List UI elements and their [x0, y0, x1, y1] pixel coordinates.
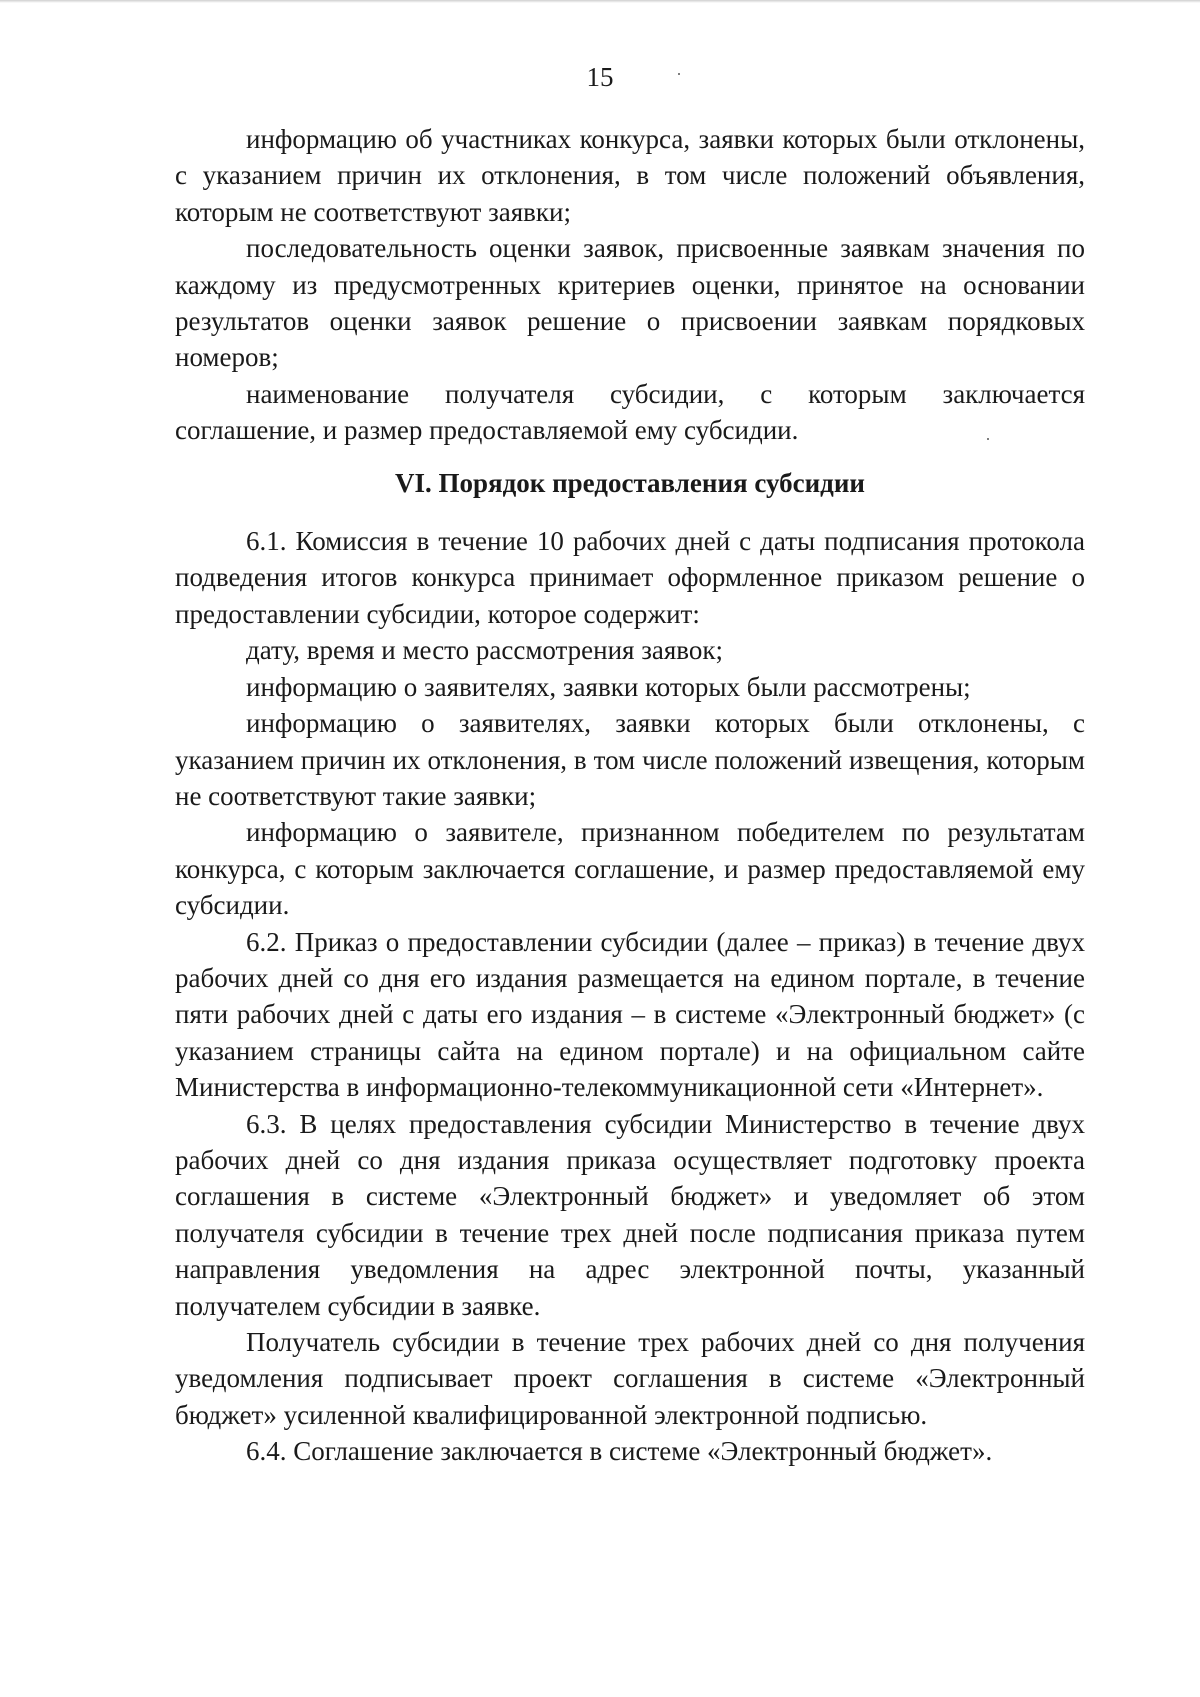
page-number: 15	[586, 62, 614, 92]
scan-top-edge	[0, 0, 1200, 3]
paragraph: 6.4. Соглашение заключается в системе «Электронный бюджет».	[246, 1436, 993, 1467]
paragraph: информацию об участниках конкурса, заявки которых были отклонены, с указанием причин их отклонения, в том числе положений объявления, которым не соответствуют заявки;	[175, 124, 1085, 227]
document-body	[175, 121, 1085, 1470]
paragraph: 6.3. В целях предоставления субсидии Министерство в течение двух рабочих дней со дня издания приказа осуществляет подготовку проекта соглашения в системе «Электронный бюджет» и уведомляет об этом получателя субсидии в течение трех дней после подписания приказа путем направления уведомления на адрес электронной почты, указанный получателем субсидии в заявке.	[175, 1108, 1085, 1321]
paragraph: информацию о заявителях, заявки которых были рассмотрены;	[246, 671, 971, 702]
paragraph: дату, время и место рассмотрения заявок;	[246, 635, 723, 666]
paragraph: информацию о заявителе, признанном победителем по результатам конкурса, с которым заключается соглашение, и размер предоставляемой ему субсидии.	[175, 817, 1085, 921]
paragraph: 6.2. Приказ о предоставлении субсидии (далее – приказ) в течение двух рабочих дней со дня его издания размещается на едином портале, в течение пяти рабочих дней с даты его издания – в системе «Электронный бюджет» (с указанием страницы сайта на едином портале) и на официальном сайте Министерства в информационно-телекоммуникационной сети «Интернет».	[175, 926, 1085, 1103]
paragraph: наименование получателя субсидии, с которым заключается соглашение, и размер предоставляемой ему субсидии.	[175, 378, 1085, 446]
paragraph: Получатель субсидии в течение трех рабочих дней со дня получения уведомления подписывает проект соглашения в системе «Электронный бюджет» усиленной квалифицированной электронной подписью.	[175, 1327, 1085, 1430]
paragraph: информацию о заявителях, заявки которых были отклонены, с указанием причин их отклонения, в том числе положений извещения, которым не соответствуют такие заявки;	[175, 708, 1085, 811]
paragraph: последовательность оценки заявок, присвоенные заявкам значения по каждому из предусмотренных критериев оценки, принятое на основании результатов оценки заявок решение о присвоении заявкам порядковых номеров;	[175, 233, 1085, 373]
section-heading: VI. Порядок предоставления субсидии	[395, 467, 865, 498]
paragraph: 6.1. Комиссия в течение 10 рабочих дней с даты подписания протокола подведения итогов конкурса принимает оформленное приказом решение о предоставлении субсидии, которое содержит:	[175, 526, 1085, 629]
scan-speck	[678, 73, 680, 75]
scan-speck	[987, 438, 989, 440]
